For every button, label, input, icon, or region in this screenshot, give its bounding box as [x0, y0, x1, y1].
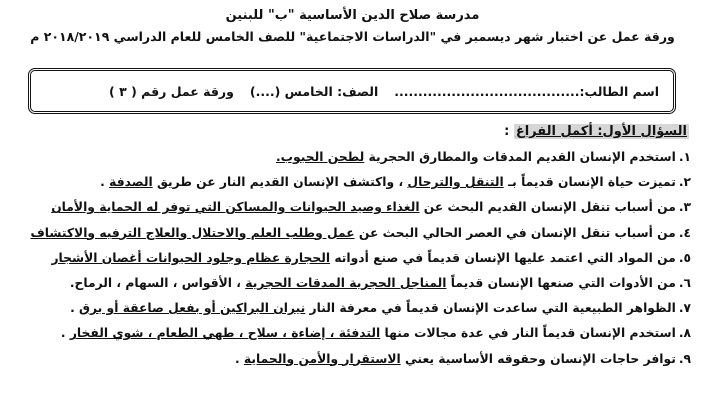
item-number: ٥. [678, 250, 691, 265]
item-answer: لطحن الحبوب. [276, 150, 365, 164]
list-item [11, 347, 691, 372]
item-text: . [100, 175, 110, 190]
item-answer: عمل وطلب العلم والاحتلال والعلاج الترفيه والاكتشاف [30, 225, 355, 240]
item-text: تميزت حياة الإنسان قديماً بـ [503, 175, 676, 190]
item-number: ٧. [678, 301, 691, 316]
worksheet-subtitle: ورقة عمل عن اختبار شهر ديسمبر في "الدراسات الاجتماعية" للصف الخامس للعام الدراسي ٢٠١٨/٢٠١٩ م [30, 29, 675, 44]
item-answer: الصدفة [109, 175, 153, 190]
item-text: توافر حاجات الإنسان وحقوقه الأساسية يعني [400, 351, 676, 366]
item-answer: الغذاء وصيد الحيوانات والمساكن التي توفر له الحماية والأمان [51, 200, 420, 215]
list-item [11, 170, 691, 195]
item-text: من الأدوات التي صنعها الإنسان قديماً [446, 275, 676, 290]
item-number: ١. [678, 150, 691, 164]
item-number: ٤. [678, 225, 691, 240]
question-title [504, 124, 689, 139]
list-item [11, 195, 691, 220]
list-item [11, 296, 691, 321]
question-items [11, 145, 691, 372]
item-answer: التدفئة ، إضاءة ، سلاح ، طهي الطعام ، شوي الفخار [69, 326, 381, 341]
item-text: ، الأقواس ، السهام ، الرماح. [69, 275, 246, 290]
list-item [11, 221, 691, 246]
item-text: استخدم الإنسان القديم المدقات والمطارق الحجرية [364, 150, 676, 164]
item-text: . [60, 326, 70, 341]
item-answer: المناجل الحجرية المدقات الحجرية [245, 275, 447, 290]
grade-field: الصف: الخامس (....) [249, 83, 379, 99]
item-number: ٦. [678, 275, 691, 290]
list-item [11, 271, 691, 296]
item-answer: الحجارة عظام وجلود الحيوانات أغصان الأشجار [51, 250, 331, 265]
question-title-text: السؤال الأول: أكمل الفراغ [515, 124, 687, 139]
item-text: استخدم الإنسان قديماً النار في عدة مجالات منها [380, 326, 676, 341]
student-name-field: اسم الطالب:....................................... [394, 83, 659, 99]
item-number: ٣. [678, 200, 691, 215]
item-answer: التنقل والترحال [407, 175, 504, 190]
item-text: . [70, 301, 80, 316]
item-text: من أسباب تنقل الإنسان في العصر الحالي البحث عن [354, 225, 676, 240]
item-text: من أسباب تنقل الإنسان القديم البحث عن [419, 200, 676, 215]
item-answer: الاستقرار والأمن والحماية [243, 351, 401, 366]
item-answer: نيران البراكين أو بفعل صاعقة أو برق [79, 301, 306, 316]
school-name: مدرسة صلاح الدين الأساسية "ب" للبنين [225, 8, 480, 23]
item-text: . [234, 351, 244, 366]
question-title-colon: : [504, 124, 514, 139]
sheet-number: ورقة عمل رقم ( ٣ ) [109, 83, 234, 99]
item-text: الظواهر الطبيعية التي ساعدت الإنسان قديماً في معرفة النار [305, 301, 676, 316]
item-number: ٨. [678, 326, 691, 341]
item-number: ٢. [678, 175, 691, 190]
list-item [11, 246, 691, 271]
item-text: ، واكتشف الإنسان القديم النار عن طريق [152, 175, 408, 190]
item-text: من المواد التي اعتمد عليها الإنسان قديماً في صنع أدواته [330, 250, 676, 265]
student-info-box [28, 68, 676, 114]
list-item [11, 145, 691, 170]
list-item [11, 321, 691, 346]
item-number: ٩. [678, 351, 691, 366]
